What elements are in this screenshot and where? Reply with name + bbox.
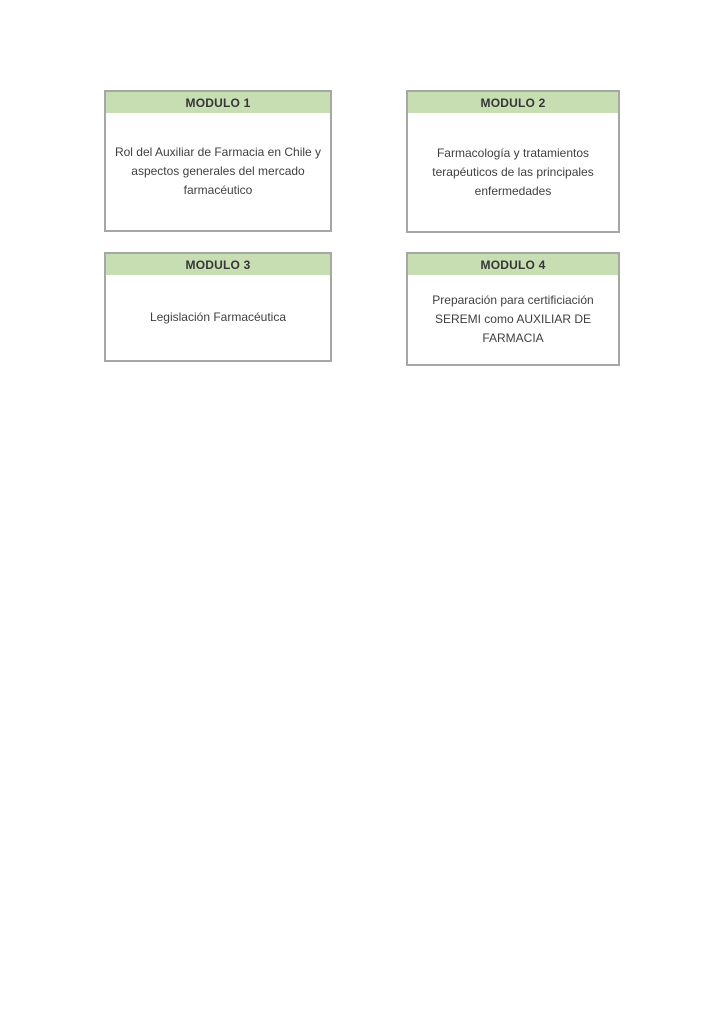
module-3-body [106, 275, 330, 360]
module-4-title: MODULO 4 [480, 257, 546, 272]
module-3-description: Legislación Farmacéutica [149, 310, 287, 324]
module-card-3 [104, 252, 332, 362]
module-4-body [408, 275, 618, 364]
module-4-description: Preparación para certificiación SEREMI como AUXILIAR DE FARMACIA [432, 293, 594, 345]
module-3-header [106, 254, 330, 275]
module-card-1 [104, 90, 332, 232]
module-1-description: Rol del Auxiliar de Farmacia en Chile y aspectos generales del mercado farmacéutico [114, 145, 322, 197]
module-2-body [408, 113, 618, 231]
module-3-title: MODULO 3 [185, 257, 251, 272]
module-1-body [106, 113, 330, 230]
module-4-header [408, 254, 618, 275]
module-2-title: MODULO 2 [480, 95, 546, 110]
module-1-title: MODULO 1 [185, 95, 251, 110]
module-2-description: Farmacología y tratamientos terapéuticos de las principales enfermedades [432, 145, 594, 198]
module-card-2 [406, 90, 620, 233]
module-2-header [408, 92, 618, 113]
module-1-header [106, 92, 330, 113]
module-card-4 [406, 252, 620, 366]
